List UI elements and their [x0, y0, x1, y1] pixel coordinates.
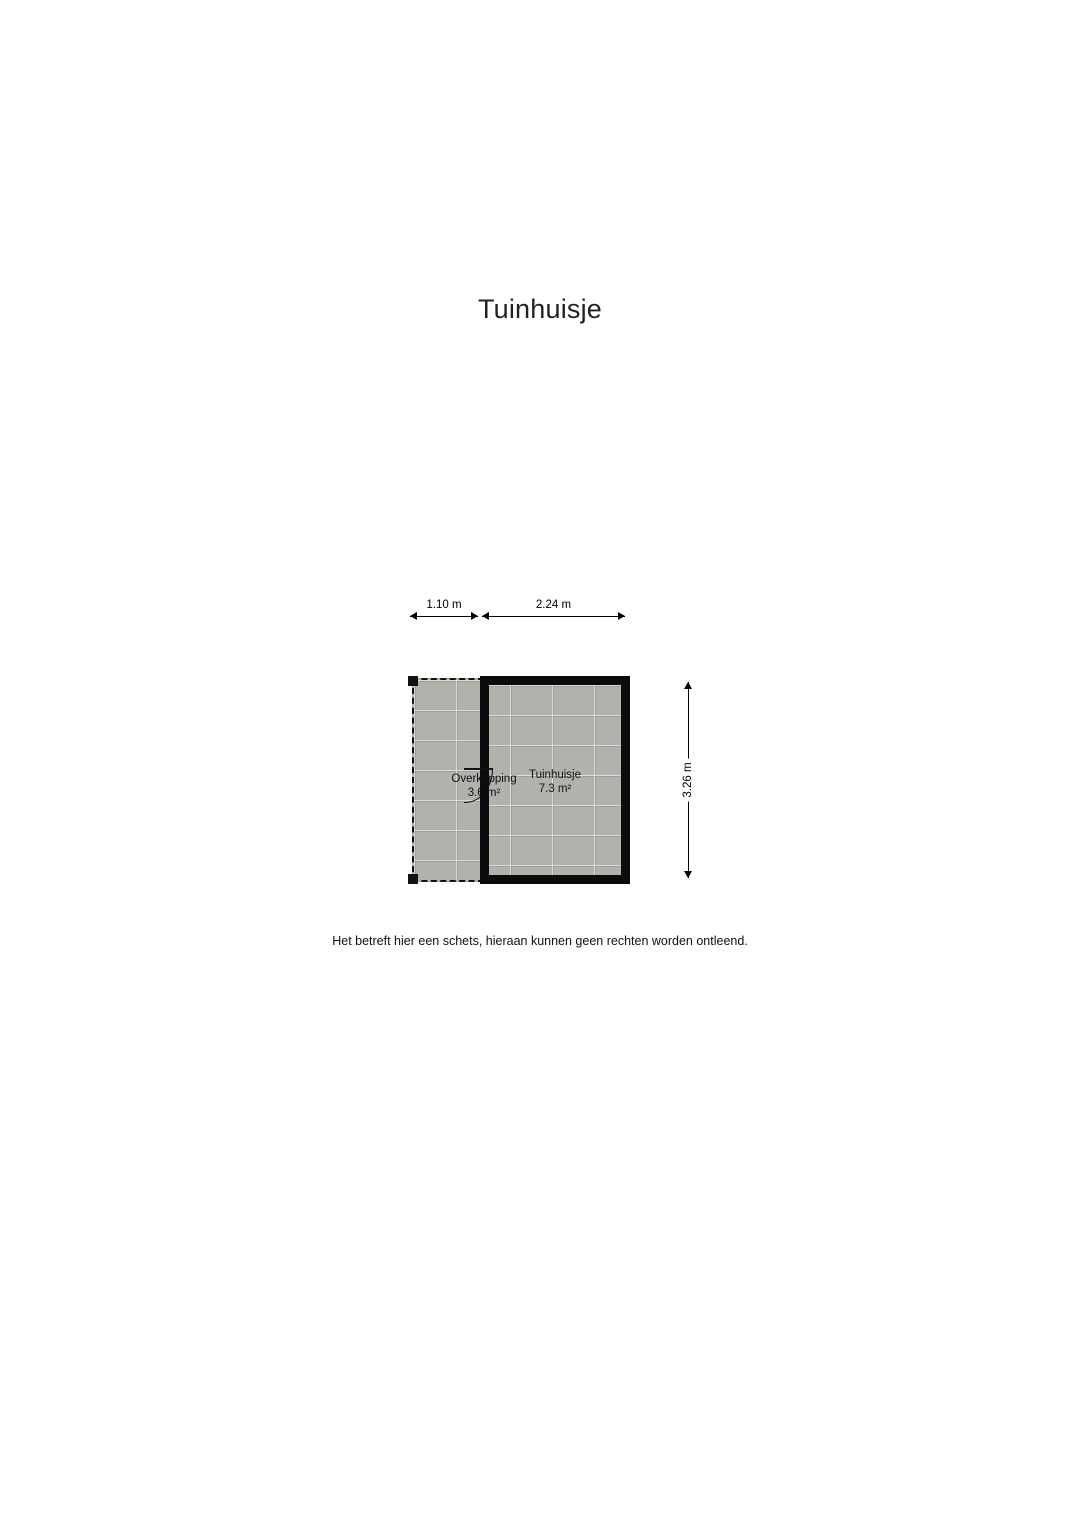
dimension-line	[482, 616, 625, 617]
dimension-segment-overkapping	[410, 599, 478, 628]
dimension-line	[410, 616, 478, 617]
page-title: Tuinhuisje	[477, 294, 603, 324]
arrow-left-icon	[410, 612, 417, 620]
room-area: 3.6 m²	[467, 787, 501, 799]
dimension-segment-tuinhuisje	[482, 599, 625, 628]
arrow-right-icon	[471, 612, 478, 620]
arrow-down-icon	[684, 871, 692, 878]
arrow-up-icon	[684, 682, 692, 689]
room-label-tuinhuisje	[480, 768, 630, 796]
disclaimer-text: Het betreft hier een schets, hieraan kunnen geen rechten worden ontleend.	[332, 934, 748, 948]
dimension-label-1: 1.10 m	[410, 598, 478, 612]
room-name: Overkapping	[451, 773, 517, 785]
room-area: 7.3 m²	[538, 783, 572, 795]
dimension-label-2: 2.24 m	[482, 598, 625, 612]
right-dimension	[676, 682, 700, 878]
room-name: Tuinhuisje	[529, 769, 581, 781]
arrow-left-icon	[482, 612, 489, 620]
wall-corner-marker	[408, 874, 418, 884]
wall-corner-marker	[408, 676, 418, 686]
floor-plan	[408, 676, 630, 884]
dimension-label-3: 3.26 m	[680, 758, 696, 801]
top-dimension-chain	[410, 599, 625, 628]
arrow-right-icon	[618, 612, 625, 620]
